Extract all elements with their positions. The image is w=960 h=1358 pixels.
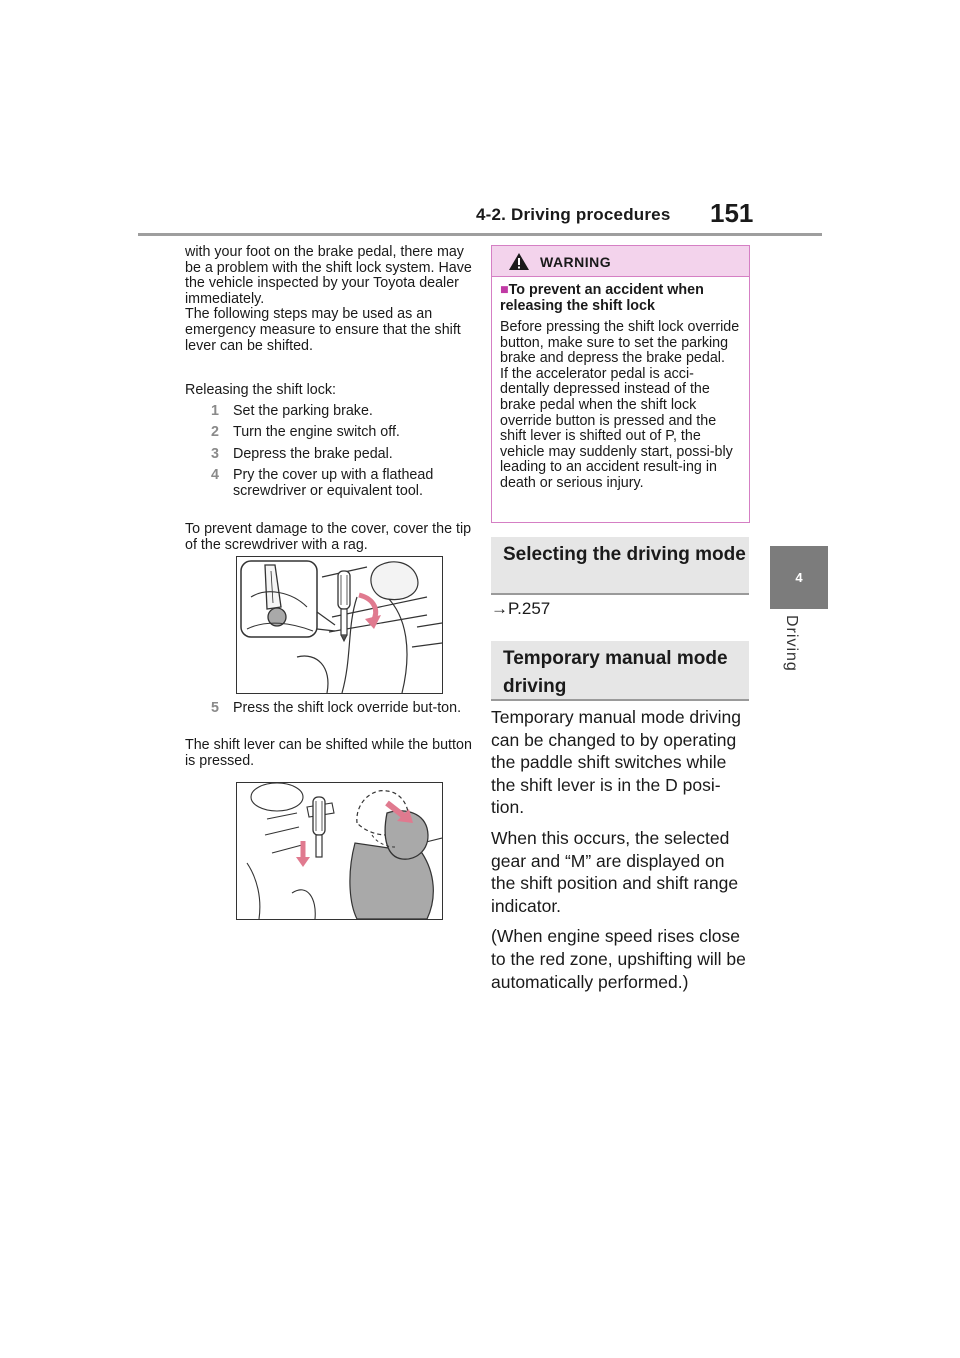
step-text: Depress the brake pedal. bbox=[233, 445, 393, 462]
step-item bbox=[185, 701, 475, 717]
button-note: The shift lever can be shifted while the button is pressed. bbox=[185, 737, 472, 769]
step-number: 2 bbox=[211, 424, 219, 441]
step-text: Press the shift lock override but-ton. bbox=[233, 700, 462, 716]
shift-lock-override-illustration bbox=[236, 782, 443, 920]
page-reference-link[interactable]: →P.257 bbox=[491, 599, 551, 618]
step-item bbox=[185, 447, 475, 463]
square-bullet-icon: ■ bbox=[500, 282, 509, 298]
step-text: Set the parking brake. bbox=[233, 402, 373, 419]
step-item bbox=[185, 404, 475, 420]
chapter-number: 4 bbox=[795, 570, 803, 585]
step-number: 1 bbox=[211, 402, 219, 419]
step-number: 3 bbox=[211, 445, 219, 462]
step-item bbox=[185, 468, 475, 499]
paragraph: When this occurs, the selected gear and “M” are displayed on the shift position and shift range indicator. bbox=[491, 827, 739, 916]
cover-note: To prevent damage to the cover, cover the tip of the screwdriver with a rag. bbox=[185, 521, 472, 553]
chapter-tab bbox=[770, 546, 828, 609]
warning-subheading: ■To prevent an accident when releasing the shift lock bbox=[500, 282, 704, 314]
section-heading-manual-mode: Temporary manual mode driving bbox=[491, 641, 749, 701]
page-number: 151 bbox=[710, 198, 754, 228]
warning-label: WARNING bbox=[540, 254, 612, 270]
warning-header bbox=[492, 246, 749, 277]
step-number: 5 bbox=[211, 700, 219, 716]
intro-paragraph: with your foot on the brake pedal, there may be a problem with the shift lock system. Have the vehicle inspected by your Toyota dealer immediately. The following steps may be used as an emergency measure to ensure that the shift lever can be shifted. bbox=[185, 244, 472, 354]
header-divider bbox=[138, 233, 822, 236]
step-number: 4 bbox=[211, 467, 219, 484]
warning-body: Before pressing the shift lock override button, make sure to set the parking brake and depress the brake pedal. If the accelerator pedal is acci-dentally depressed instead of the brake pedal when the shift lock override button is pressed and the shift lever is shifted out of P, the vehicle may suddenly start, possi-bly leading to an accident result-ing in death or serious injury. bbox=[500, 319, 740, 491]
steps-list bbox=[185, 383, 475, 506]
releasing-label: Releasing the shift lock: bbox=[185, 382, 336, 398]
section-title: 4-2. Driving procedures bbox=[476, 205, 671, 224]
intro-text bbox=[185, 245, 475, 363]
step-item bbox=[185, 425, 475, 441]
step-text: Turn the engine switch off. bbox=[233, 424, 400, 441]
paragraph: (When engine speed rises close to the red zone, upshifting will be automatically performed.) bbox=[491, 926, 746, 992]
section-heading-driving-mode: Selecting the driving mode bbox=[491, 537, 749, 595]
shift-lock-cover-illustration bbox=[236, 556, 443, 694]
warning-box bbox=[491, 245, 750, 523]
warning-triangle-icon bbox=[508, 252, 530, 271]
step-text: Pry the cover up with a flathead screwdriver or equivalent tool. bbox=[233, 467, 434, 499]
paragraph: Temporary manual mode driving can be changed to by operating the paddle shift switches while the shift lever is in the D posi-tion. bbox=[491, 707, 741, 818]
chapter-label: Driving bbox=[783, 615, 800, 672]
manual-mode-text bbox=[491, 706, 751, 1001]
